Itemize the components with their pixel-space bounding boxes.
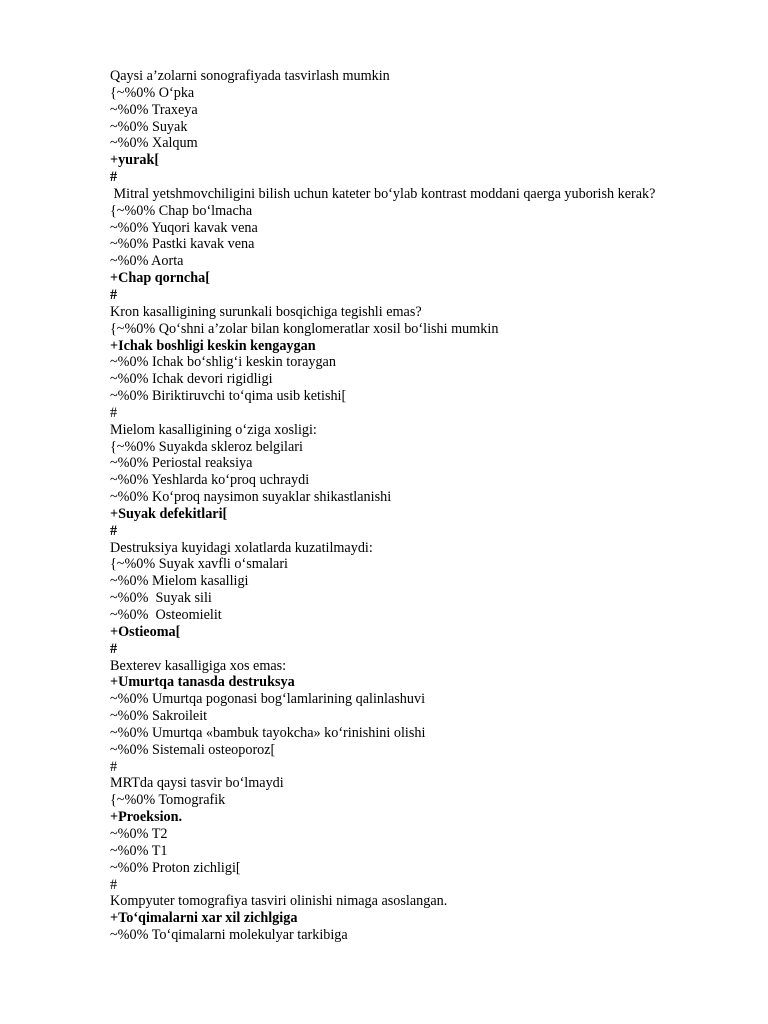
document-page: [110, 68, 730, 944]
text-line: ~%0% Umurtqa «bambuk tayokcha» ko‘rinishini olishi: [110, 724, 426, 741]
answer-line: #: [110, 169, 118, 186]
text-line: {~%0% Suyak xavfli o‘smalari: [110, 556, 288, 573]
answer-line: +Suyak defekitlari[: [110, 505, 228, 522]
answer-line: +Proeksion.: [110, 809, 183, 826]
text-line: {~%0% Suyakda skleroz belgilari: [110, 438, 303, 455]
text-line: ~%0% Aorta: [110, 253, 184, 270]
answer-line: +yurak[: [110, 152, 160, 169]
answer-line: #: [110, 522, 118, 539]
text-line: ~%0% T1: [110, 842, 168, 859]
text-line: Mitral yetshmovchiligini bilish uchun kateter bo‘ylab kontrast moddani qaerga yuborish kerak?: [110, 185, 656, 202]
text-line: ~%0% Pastki kavak vena: [110, 236, 255, 253]
answer-line: +Umurtqa tanasda destruksya: [110, 674, 295, 691]
answer-line: #: [110, 286, 118, 303]
text-line: ~%0% Proton zichligi[: [110, 859, 241, 876]
answer-line: +Ichak boshligi keskin kengaygan: [110, 337, 316, 354]
text-line: ~%0% Traxeya: [110, 101, 198, 118]
text-line: ~%0% Xalqum: [110, 135, 198, 152]
text-line: {~%0% Qo‘shni a’zolar bilan konglomeratlar xosil bo‘lishi mumkin: [110, 320, 499, 337]
text-line: ~%0% Umurtqa pogonasi bog‘lamlarining qalinlashuvi: [110, 691, 426, 708]
text-line: Kron kasalligining surunkali bosqichiga tegishli emas?: [110, 303, 422, 320]
text-line: ~%0% Ko‘proq naysimon suyaklar shikastlanishi: [110, 489, 392, 506]
text-line: ~%0% Sakroileit: [110, 708, 208, 725]
text-line: Destruksiya kuyidagi xolatlarda kuzatilmaydi:: [110, 539, 373, 556]
text-line: Qaysi a’zolarni sonografiyada tasvirlash mumkin: [110, 68, 390, 84]
text-line: ~%0% Suyak sili: [110, 590, 212, 607]
text-line: ~%0% To‘qimalarni molekulyar tarkibiga: [110, 927, 348, 944]
answer-line: +Chap qorncha[: [110, 270, 210, 287]
answer-line: +Ostieoma[: [110, 623, 181, 640]
text-line: ~%0% Mielom kasalligi: [110, 573, 249, 590]
text-line: ~%0% Osteomielit: [110, 607, 222, 623]
text-line: ~%0% Yeshlarda ko‘proq uchraydi: [110, 472, 310, 489]
text-line: {~%0% O‘pka: [110, 84, 195, 101]
text-line: Kompyuter tomografiya tasviri olinishi nimaga asoslangan.: [110, 893, 448, 910]
text-line: ~%0% Suyak: [110, 118, 188, 135]
text-line: {~%0% Chap bo‘lmacha: [110, 202, 253, 219]
text-line: #: [110, 876, 118, 893]
answer-line: #: [110, 640, 118, 657]
text-line: ~%0% Biriktiruvchi to‘qima usib ketishi[: [110, 388, 347, 405]
text-line: MRTda qaysi tasvir bo‘lmaydi: [110, 775, 284, 792]
text-line: {~%0% Tomografik: [110, 792, 226, 809]
text-line: Mielom kasalligining o‘ziga xosligi:: [110, 421, 317, 438]
text-line: ~%0% Sistemali osteoporoz[: [110, 741, 276, 758]
text-line: ~%0% Ichak bo‘shlig‘i keskin toraygan: [110, 354, 336, 371]
answer-line: +To‘qimalarni xar xil zichlgiga: [110, 910, 298, 927]
text-line: #: [110, 758, 118, 775]
text-line: ~%0% Ichak devori rigidligi: [110, 371, 273, 388]
text-line: #: [110, 404, 118, 421]
text-line: ~%0% T2: [110, 825, 168, 842]
text-line: ~%0% Periostal reaksiya: [110, 455, 253, 472]
text-line: ~%0% Yuqori kavak vena: [110, 219, 258, 236]
text-line: Bexterev kasalligiga xos emas:: [110, 657, 287, 674]
